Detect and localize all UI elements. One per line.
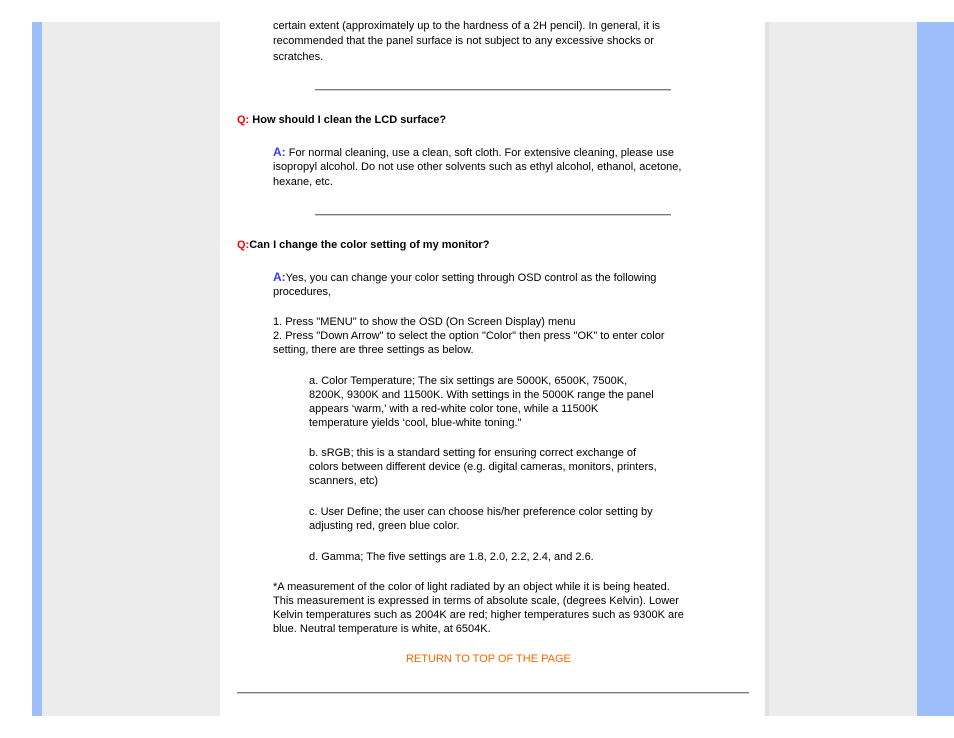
kelvin-note-line: This measurement is expressed in terms of absolute scale, (degrees Kelvin). Lower bbox=[273, 595, 679, 607]
intro-line: recommended that the panel surface is not subject to any excessive shocks or bbox=[273, 35, 654, 47]
answer-clean-line: isopropyl alcohol. Do not use other solvents such as ethyl alcohol, ethanol, acetone, bbox=[273, 161, 682, 173]
question-color bbox=[237, 238, 489, 253]
option-c-line: c. User Define; the user can choose his/her preference color setting by bbox=[309, 506, 653, 518]
step-line: setting, there are three settings as below. bbox=[273, 344, 474, 356]
answer-clean-line bbox=[273, 145, 674, 161]
option-a-line: a. Color Temperature; The six settings are 5000K, 6500K, 7500K, bbox=[309, 375, 628, 387]
option-b-line: colors between different device (e.g. digital cameras, monitors, printers, bbox=[309, 461, 657, 473]
answer-color-line: procedures, bbox=[273, 286, 332, 298]
option-b-line: scanners, etc) bbox=[309, 475, 379, 487]
question-text: Can I change the color setting of my monitor? bbox=[249, 239, 490, 251]
answer-marker: A: bbox=[273, 145, 286, 159]
answer-text: Yes, you can change your color setting through OSD control as the following bbox=[285, 272, 657, 284]
kelvin-note-line: blue. Neutral temperature is white, at 6504K. bbox=[273, 623, 491, 635]
question-text: How should I clean the LCD surface? bbox=[249, 114, 447, 126]
section-divider bbox=[315, 89, 671, 91]
answer-text: For normal cleaning, use a clean, soft cloth. For extensive cleaning, please use bbox=[285, 147, 674, 159]
question-clean bbox=[237, 113, 446, 128]
option-a-line: appears ‘warm,' with a red-white color tone, while a 11500K bbox=[309, 403, 599, 415]
option-d-line: d. Gamma; The five settings are 1.8, 2.0, 2.2, 2.4, and 2.6. bbox=[309, 551, 594, 563]
section-divider bbox=[315, 214, 671, 216]
question-marker: Q: bbox=[237, 114, 250, 126]
step-line: 1. Press "MENU" to show the OSD (On Screen Display) menu bbox=[273, 316, 576, 328]
right-blue-bar bbox=[917, 22, 954, 716]
option-b-line: b. sRGB; this is a standard setting for ensuring correct exchange of bbox=[309, 447, 637, 459]
answer-marker: A: bbox=[273, 270, 286, 284]
bottom-divider bbox=[237, 692, 749, 694]
option-a-line: temperature yields ‘cool, blue-white toning." bbox=[309, 417, 522, 429]
left-gray-panel bbox=[42, 22, 220, 716]
intro-line: scratches. bbox=[273, 51, 324, 63]
kelvin-note-line: Kelvin temperatures such as 2004K are red; higher temperatures such as 9300K are bbox=[273, 609, 684, 621]
kelvin-note-line: *A measurement of the color of light radiated by an object while it is being heated. bbox=[273, 581, 670, 593]
option-a-line: 8200K, 9300K and 11500K. With settings in the 5000K range the panel bbox=[309, 389, 654, 401]
question-marker: Q: bbox=[237, 239, 250, 251]
answer-color-line bbox=[273, 270, 656, 286]
intro-line: certain extent (approximately up to the hardness of a 2H pencil). In general, it is bbox=[273, 20, 661, 32]
return-to-top-link[interactable]: RETURN TO TOP OF THE PAGE bbox=[406, 653, 571, 665]
left-blue-bar bbox=[32, 22, 42, 716]
option-c-line: adjusting red, green blue color. bbox=[309, 520, 460, 532]
step-line: 2. Press "Down Arrow" to select the option "Color" then press "OK" to enter color bbox=[273, 330, 665, 342]
answer-clean-line: hexane, etc. bbox=[273, 176, 333, 188]
right-gray-panel bbox=[769, 22, 917, 716]
